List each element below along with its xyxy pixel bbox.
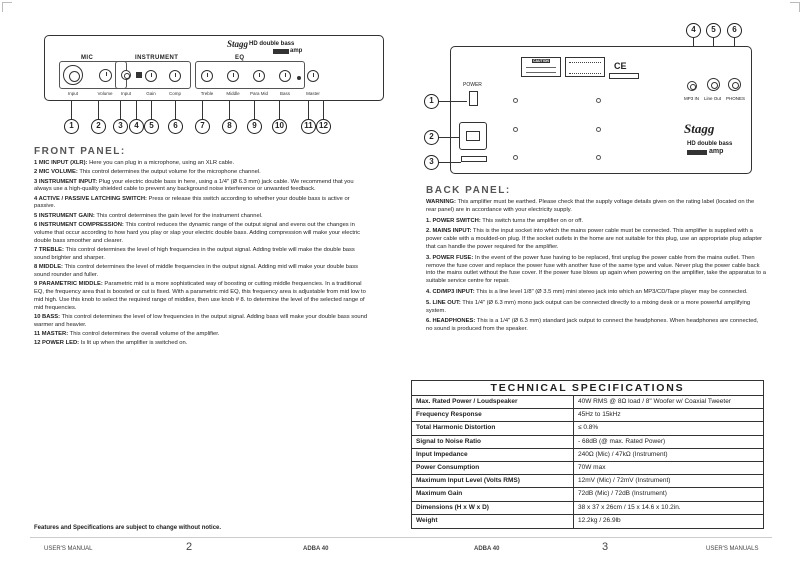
back-panel-items — [426, 199, 766, 337]
back-product-suffix: amp — [709, 148, 724, 155]
callout-1: 1 — [64, 119, 79, 134]
screw — [513, 127, 518, 132]
leader-line — [279, 101, 280, 119]
warning-lines — [569, 62, 601, 74]
caution-label — [521, 57, 561, 77]
front-item: 10 BASS: This control determines the level of low frequencies in the output signal. Adding bass will make your double bass sound warmer and heavier. — [34, 313, 368, 328]
back-panel-diagram — [450, 46, 752, 174]
fuse-holder[interactable] — [461, 156, 487, 162]
control-label: Volume — [97, 91, 113, 96]
screw — [513, 98, 518, 103]
control-label: Master — [306, 91, 320, 96]
front-item: 11 MASTER: This control determines the overall volume of the amplifier. — [34, 330, 220, 337]
front-item: 8 MIDDLE: This control determines the level of middle frequencies in the output signal. Adding mid will make your double bass sound rounder and fuller. — [34, 264, 359, 278]
spec-key: Maximum Gain — [412, 488, 574, 500]
leader-line — [151, 101, 152, 119]
footer-right-model: ADBA 40 — [474, 546, 500, 552]
caution-label-text: CAUTION — [533, 59, 549, 63]
table-row — [412, 409, 763, 422]
instrument-group-label: INSTRUMENT — [135, 55, 179, 61]
eq-group-label: EQ — [235, 55, 245, 61]
back-panel-title: BACK PANEL: — [426, 185, 511, 196]
footer-rule — [30, 537, 772, 538]
callout-back-6: 6 — [727, 23, 742, 38]
rating-label — [609, 73, 639, 79]
spec-key: Input Impedance — [412, 449, 574, 461]
spec-value: ≤ 0.8% — [578, 424, 599, 432]
back-brand-logo: Stagg — [684, 121, 715, 136]
power-switch[interactable] — [469, 91, 478, 106]
control-label: Input — [67, 91, 78, 96]
product-line: HD double bass — [249, 41, 295, 47]
callout-3: 3 — [113, 119, 128, 134]
back-item: 1. POWER SWITCH: This switch turns the amplifier on or off. — [426, 217, 583, 224]
leader-line — [229, 101, 230, 119]
mic-volume-knob[interactable] — [99, 69, 112, 82]
crop-mark — [2, 2, 12, 12]
leader-line — [136, 101, 137, 119]
mp3-input-jack[interactable] — [687, 81, 697, 91]
back-model-badge — [687, 150, 707, 155]
table-row — [412, 436, 763, 449]
caution-label-lines — [526, 67, 556, 73]
model-badge — [273, 49, 289, 54]
callout-5: 5 — [144, 119, 159, 134]
leader-line — [308, 101, 309, 119]
front-item: 1 MIC INPUT (XLR): Here you can plug in a microphone, using an XLR cable. — [34, 160, 235, 166]
front-item: 4 ACTIVE / PASSIVE LATCHING SWITCH: Press or release this switch according to whether your double bass is active or passive. — [34, 195, 350, 210]
para-mid-knob[interactable] — [253, 70, 265, 82]
control-label: Bass — [279, 91, 290, 96]
leader-line — [439, 101, 467, 102]
leader-line — [254, 101, 255, 119]
spec-key: Frequency Response — [412, 409, 574, 421]
front-panel-items — [34, 160, 370, 350]
front-item: 2 MIC VOLUME: This control determines the output volume for the microphone channel. — [34, 169, 261, 176]
spec-key: Maximum Input Level (Volts RMS) — [412, 475, 574, 487]
table-row — [412, 422, 763, 435]
callout-8: 8 — [222, 119, 237, 134]
spec-key: Signal to Noise Ratio — [412, 436, 574, 448]
jack-label: Line Out — [704, 96, 722, 101]
back-item: 5. LINE OUT: This 1/4" (Ø 6.3 mm) mono jack output can be connected directly to a mixing desk or a more powerful amplifying system. — [426, 299, 751, 314]
middle-knob[interactable] — [227, 70, 239, 82]
headphones-jack[interactable] — [728, 78, 741, 91]
leader-line — [71, 101, 72, 119]
callout-4: 4 — [129, 119, 144, 134]
jack-label: MP3 IN — [684, 96, 700, 101]
power-label: POWER — [463, 82, 482, 88]
spec-key: Dimensions (H x W x D) — [412, 502, 574, 514]
active-passive-switch[interactable] — [136, 72, 142, 78]
master-knob[interactable] — [307, 70, 319, 82]
control-label: Para Mid — [249, 91, 268, 96]
table-row — [412, 449, 763, 462]
callout-2: 2 — [91, 119, 106, 134]
table-row — [412, 502, 763, 515]
callout-back-5: 5 — [706, 23, 721, 38]
leader-line — [98, 101, 99, 119]
change-notice: Features and Specifications are subject to change without notice. — [34, 525, 222, 531]
product-suffix: amp — [290, 48, 303, 54]
table-row — [412, 475, 763, 488]
leader-line — [175, 101, 176, 119]
page-number-left: 2 — [186, 541, 193, 553]
spec-value: 38 x 37 x 26cm / 15 x 14.6 x 10.2in. — [578, 503, 681, 511]
mains-input-socket[interactable] — [459, 122, 487, 150]
table-row — [412, 488, 763, 501]
front-item: 3 INSTRUMENT INPUT: Plug your electric double bass in here, using a 1/4" (Ø 6.3 mm) jack cable. We recommend that you always use a high-quality shielded cable to prevent any background noise interference or unwanted feedback. — [34, 178, 354, 193]
spec-value: 240Ω (Mic) / 47kΩ (Instrument) — [578, 450, 668, 458]
ce-mark: CE — [614, 61, 627, 71]
warning-text-block — [565, 57, 605, 77]
spec-value: 70W max — [578, 463, 606, 471]
callout-11: 11 — [301, 119, 316, 134]
footer-left-model: ADBA 40 — [303, 546, 329, 552]
brand-logo: Stagg — [227, 39, 249, 49]
spec-key: Total Harmonic Distortion — [412, 422, 574, 434]
table-row — [412, 462, 763, 475]
table-row — [412, 396, 763, 409]
spec-value: - 68dB (@ max. Rated Power) — [578, 437, 666, 445]
bass-knob[interactable] — [279, 70, 291, 82]
screw — [596, 127, 601, 132]
leader-line — [323, 101, 324, 119]
footer-left-manual: USER'S MANUAL — [44, 546, 93, 552]
front-panel-diagram — [44, 35, 384, 101]
spec-value: 12.2kg / 26.9lb — [578, 516, 621, 524]
power-led — [297, 76, 301, 80]
front-item: 5 INSTRUMENT GAIN: This control determines the gain level for the instrument channel. — [34, 212, 263, 219]
leader-line — [439, 137, 459, 138]
leader-line — [120, 101, 121, 119]
jack-label: PHONES — [726, 96, 746, 101]
callout-back-3: 3 — [424, 155, 439, 170]
back-item: 4. CD/MP3 INPUT: This is a line level 1/8" (Ø 3.5 mm) mini stereo jack into which an MP3/CD/Tape player may be connected. — [426, 288, 748, 295]
mic-xlr-input[interactable] — [63, 65, 83, 85]
leader-line — [439, 162, 461, 163]
callout-back-4: 4 — [686, 23, 701, 38]
crop-mark — [790, 2, 800, 12]
leader-line — [202, 101, 203, 119]
callout-back-1: 1 — [424, 94, 439, 109]
spec-table-title: TECHNICAL SPECIFICATIONS — [412, 381, 763, 396]
callout-12: 12 — [316, 119, 331, 134]
comp-knob[interactable] — [169, 70, 181, 82]
control-label: Gain — [146, 91, 156, 96]
screw — [513, 155, 518, 160]
callout-7: 7 — [195, 119, 210, 134]
control-label: Input — [120, 91, 131, 96]
table-row — [412, 515, 763, 528]
back-warning: WARNING: This amplifier must be earthed. Please check that the supply voltage details given on the rating label (located on the rear panel) are in accordance with your electricity supply. — [426, 199, 755, 213]
spec-value: 45Hz to 15kHz — [578, 411, 621, 419]
footer-right-manual: USER'S MANUALS — [706, 546, 759, 552]
callout-9: 9 — [247, 119, 262, 134]
back-item: 3. POWER FUSE: In the event of the power fuse having to be replaced, first unplug the power cable from the mains outlet. Then remove the fuse cover and replace the power fuse with another fuse of the same type and value. Never plug the power cable back into the mains outlet without the fuse cover. If the power fuse blows up again when powering on the amplifier, take the apparatus to a suitable service centre for repair. — [426, 254, 766, 285]
front-item: 7 TREBLE: This control determines the level of high frequencies in the output signal. Adding treble will make the double bass sound brighter and sharper. — [34, 246, 355, 261]
front-item: 9 PARAMETRIC MIDDLE: Parametric mid is a more sophisticated way of boosting or cutting middle frequencies. In a traditional EQ, the frequency area that is boosted or cut is fixed. With a parametric mid EQ, this frequency area is adjustable from mid low to mid high. Use this knob to select the required range of middles, then use knob # 8. to determine the level of the selected range of mid frequencies. — [34, 281, 366, 311]
spec-value: 40W RMS @ 8Ω load / 8" Woofer w/ Coaxial Tweeter — [578, 398, 731, 405]
back-product-line: HD double bass — [687, 141, 733, 147]
line-out-jack[interactable] — [707, 78, 720, 91]
spec-table — [411, 380, 764, 529]
control-label: Middle — [226, 91, 240, 96]
callout-10: 10 — [272, 119, 287, 134]
mains-input-inner — [466, 131, 480, 141]
instrument-input-jack[interactable] — [121, 70, 131, 80]
page-number-right: 3 — [602, 541, 609, 553]
callout-back-2: 2 — [424, 130, 439, 145]
back-item: 6. HEADPHONES: This is a 1/4" (Ø 6.3 mm) standard jack output to connect the headphones. When headphones are connected, no sound is produced from the speaker. — [426, 318, 759, 333]
front-panel-title: FRONT PANEL: — [34, 146, 126, 157]
mic-group-label: MIC — [81, 55, 94, 61]
front-item: 6 INSTRUMENT COMPRESSION: This control reduces the dynamic range of the output signal and evens out the changes in volume that occur according to how hard you play or slap your electric double bass. Adding compression will make your electric double bass smoother and clearer. — [34, 222, 361, 244]
spec-key: Weight — [412, 515, 574, 528]
spec-key: Power Consumption — [412, 462, 574, 474]
spec-value: 72dB (Mic) / 72dB (Instrument) — [578, 490, 667, 498]
screw — [596, 155, 601, 160]
back-item: 2. MAINS INPUT: This is the input socket into which the mains power cable must be connected. This amplifier is supplied with a power cable with a moulded-on plug. If the socket outlets in the home are not suitable for this plug, use an appropriate plug adapter that can handle the power required for the amplifier. — [426, 228, 763, 250]
front-item: 12 POWER LED: Is lit up when the amplifier is switched on. — [34, 340, 188, 347]
callout-6: 6 — [168, 119, 183, 134]
control-label: Comp — [168, 91, 181, 96]
spec-value: 12mV (Mic) / 72mV (Instrument) — [578, 477, 671, 485]
screw — [596, 98, 601, 103]
gain-knob[interactable] — [145, 70, 157, 82]
treble-knob[interactable] — [201, 70, 213, 82]
spec-key: Max. Rated Power / Loudspeaker — [412, 396, 574, 408]
control-label: Treble — [200, 91, 214, 96]
